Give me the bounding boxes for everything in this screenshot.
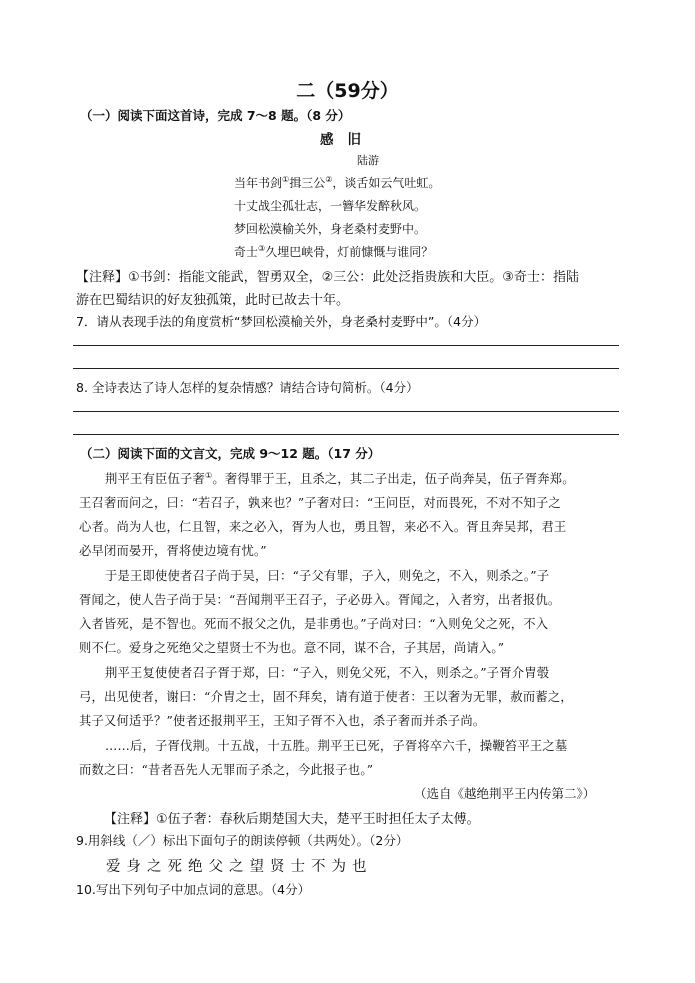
prose-line: 王召奢而问之，曰：“若召子，孰来也？”子奢对曰：“王问臣，对而畏死，不对不知子之 (79, 496, 561, 510)
prose-line: 必早闭而晏开，胥将使边境有忧。” (79, 544, 267, 558)
part2-instruction: （二）阅读下面的文言文，完成 9～12 题。（17 分） (80, 446, 381, 461)
question-7: 7．请从表现手法的角度赏析“梦回松漠榆关外，身老桑村麦野中”。（4分） (76, 314, 487, 329)
prose-line: 而数之曰：“昔者吾先人无罪而子杀之，今此报子也。” (79, 763, 374, 777)
prose-line: 入者皆死，是不智也。死而不报父之仇，是非勇也。”子尚对曰：“入则免父之死，不入 (79, 617, 549, 631)
text-source: （选自《越绝荆平王内传第二》） (414, 786, 596, 801)
poem-title: 感旧 (320, 132, 375, 148)
poem-author: 陆游 (357, 154, 379, 167)
prose-line: 则不仁。爱身之死绝父之望贤士不为也。意不同，谋不合，子其居，尚请入。” (79, 641, 505, 655)
prose-line: 弓，出见使者，谢曰：“介胄之士，固不拜矣，请有道于使者：王以奢为无罪，赦而蓄之， (79, 690, 573, 704)
poem-note: 游在巴蜀结识的好友独孤策，此时已故去十年。 (76, 293, 350, 308)
question-9-sentence: 爱身之死绝父之望贤士不为也 (106, 859, 373, 875)
prose-line: 荆平王复使使者召子胥于郑，曰：“子入，则免父死，不入，则杀之。”子胥介胄彀 (105, 666, 550, 680)
prose-line: 胥闻之，使人告子尚于吴：“吾闻荆平王召子，子必毋入。胥闻之，入者穷，出者报仇。 (79, 593, 561, 607)
poem-verse: 奇士③久埋巴峡骨，灯前慷慨与谁同？ (234, 244, 434, 259)
prose-line: 其子又何适乎？”使者还报荆平王，王知子胥不入也，杀子奢而并杀子尚。 (79, 714, 486, 728)
part1-instruction: （一）阅读下面这首诗，完成 7～8 题。（8 分） (80, 108, 351, 123)
question-9: 9.用斜线（／）标出下面句子的朗读停顿（共两处）。（2分） (76, 833, 409, 848)
answer-line[interactable] (73, 434, 619, 435)
answer-line[interactable] (73, 411, 619, 412)
poem-note: 【注释】①书剑：指能文能武，智勇双全，②三公：此处泛指贵族和大臣。③奇士：指陆 (76, 270, 579, 285)
poem-verse: 十丈战尘孤壮志，一簪华发醉秋风。 (234, 199, 427, 213)
answer-line[interactable] (73, 368, 619, 369)
question-8: 8. 全诗表达了诗人怎样的复杂情感？请结合诗句简析。（4分） (76, 380, 419, 395)
prose-line: 荆平王有臣伍子奢①。奢得罪于王，且杀之，其二子出走，伍子尚奔吴，伍子胥奔郑。 (105, 470, 575, 486)
prose-line: 于是王即使使者召子尚于吴，曰：“子父有罪，子入，则免之，不入，则杀之。”子 (105, 569, 550, 583)
question-10: 10.写出下列句子中加点词的意思。（4分） (76, 882, 311, 897)
answer-line[interactable] (73, 345, 619, 346)
section-heading: 二（59分） (296, 80, 399, 102)
prose-line: ……后，子胥伐荆。十五战，十五胜。荆平王已死，子胥将卒六千，操鞭笞平王之墓 (105, 739, 568, 753)
prose-note: 【注释】①伍子奢：春秋后期楚国大夫，楚平王时担任太子太傅。 (104, 812, 480, 827)
prose-line: 心者。尚为人也，仁且智，来之必入，胥为人也，勇且智，来必不入。胥且奔吴邦，君王 (79, 520, 567, 534)
poem-verse: 梦回松漠榆关外，身老桑村麦野中。 (234, 222, 427, 236)
poem-verse: 当年书剑①揖三公②，谈舌如云气吐虹。 (234, 175, 441, 190)
